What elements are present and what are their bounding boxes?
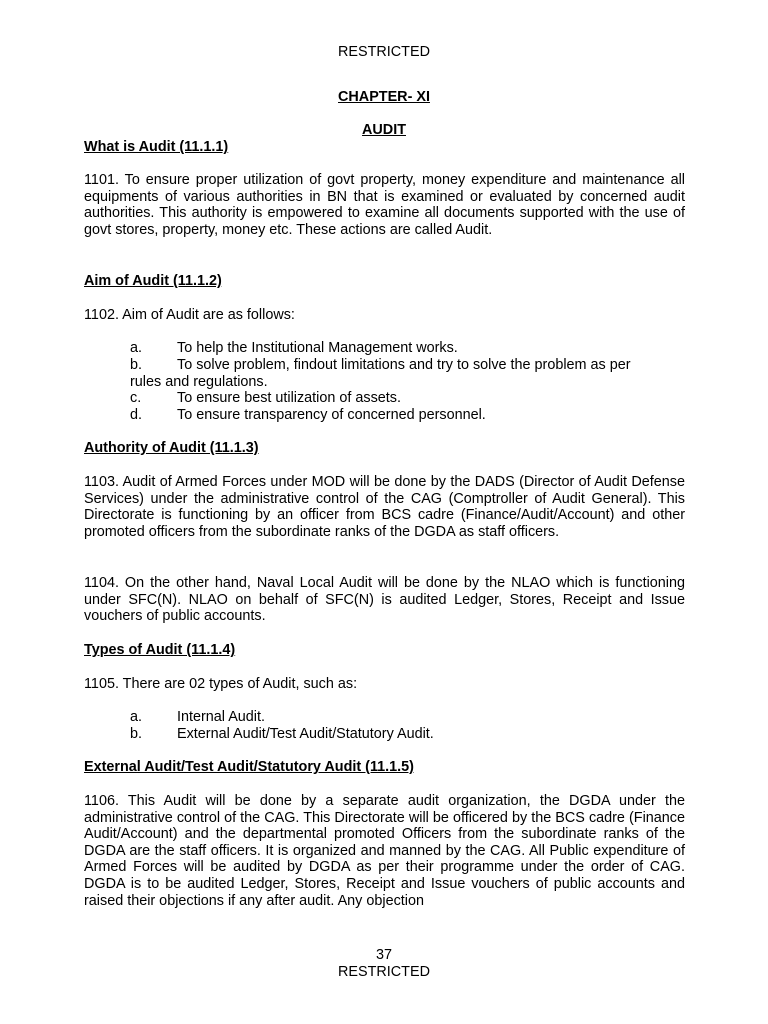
section-heading-what-is-audit: What is Audit (11.1.1) <box>84 139 229 155</box>
list-item <box>130 357 685 374</box>
paragraph-1101: 1101. To ensure proper utilization of govt property, money expenditure and maintenance all equipments of various authorities in BN that is examined or evaluated by concerned audit authorities. This authority is empowered to examine all documents supported with the use of govt stores, property, money etc. These actions are called Audit. <box>84 172 685 238</box>
list-item-text: To ensure best utilization of assets. <box>177 390 401 406</box>
paragraph-1103: 1103. Audit of Armed Forces under MOD will be done by the DADS (Director of Audit Defense Services) under the administrative control of the CAG (Comptroller of Audit General). This Directorate is functioning by an officer from BCS cadre (Finance/Audit/Account) and other promoted officers from the subordinate ranks of the DGDA as staff officers. <box>84 474 685 540</box>
chapter-title: CHAPTER- XI <box>338 89 430 105</box>
section-heading-authority-of-audit: Authority of Audit (11.1.3) <box>84 440 259 456</box>
footer-classification: RESTRICTED <box>338 964 430 980</box>
paragraph-1105: 1105. There are 02 types of Audit, such as: <box>84 676 358 692</box>
list-item <box>130 726 685 743</box>
section-heading-types-of-audit: Types of Audit (11.1.4) <box>84 642 236 658</box>
list-item-continuation: rules and regulations. <box>130 374 268 390</box>
list-item-text: Internal Audit. <box>177 709 266 725</box>
list-item-text: To help the Institutional Management works. <box>177 340 458 356</box>
list-item <box>130 390 685 407</box>
list-item <box>130 340 685 357</box>
list-item-text: External Audit/Test Audit/Statutory Audit. <box>177 726 434 742</box>
list-item <box>130 407 685 424</box>
list-item-label: b. <box>130 357 143 373</box>
section-heading-aim-of-audit: Aim of Audit (11.1.2) <box>84 273 222 289</box>
list-item-label: b. <box>130 726 143 742</box>
paragraph-1104: 1104. On the other hand, Naval Local Audit will be done by the NLAO which is functioning under SFC(N). NLAO on behalf of SFC(N) is audited Ledger, Stores, Receipt and Issue vouchers of public accounts. <box>84 575 685 625</box>
page-number: 37 <box>375 947 392 963</box>
paragraph-1106: 1106. This Audit will be done by a separate audit organization, the DGDA under the administrative control of the CAG. This Directorate will be officered by the BCS cadre (Finance Audit/Account) and the departmental promoted Officers from the subordinate ranks of the DGDA are the staff officers. It is organized and manned by the CAG. All Public expenditure of Armed Forces will be audited by DGDA as per their programme under the order of CAG. DGDA is to be audited Ledger, Stores, Receipt and Issue vouchers of public accounts and raised their objections if any after audit. Any objection <box>84 793 685 909</box>
chapter-subtitle: AUDIT <box>362 122 406 138</box>
list-item-text: To ensure transparency of concerned personnel. <box>177 407 486 423</box>
list-item-label: a. <box>130 709 143 725</box>
list-item-label: c. <box>130 390 142 406</box>
list-item-label: d. <box>130 407 143 423</box>
paragraph-1102: 1102. Aim of Audit are as follows: <box>84 307 295 323</box>
list-item-text: To solve problem, findout limitations and try to solve the problem as per <box>177 357 631 373</box>
section-heading-external-audit: External Audit/Test Audit/Statutory Audit (11.1.5) <box>84 759 414 775</box>
list-item-label: a. <box>130 340 143 356</box>
list-item <box>130 709 685 726</box>
header-classification: RESTRICTED <box>338 44 430 60</box>
